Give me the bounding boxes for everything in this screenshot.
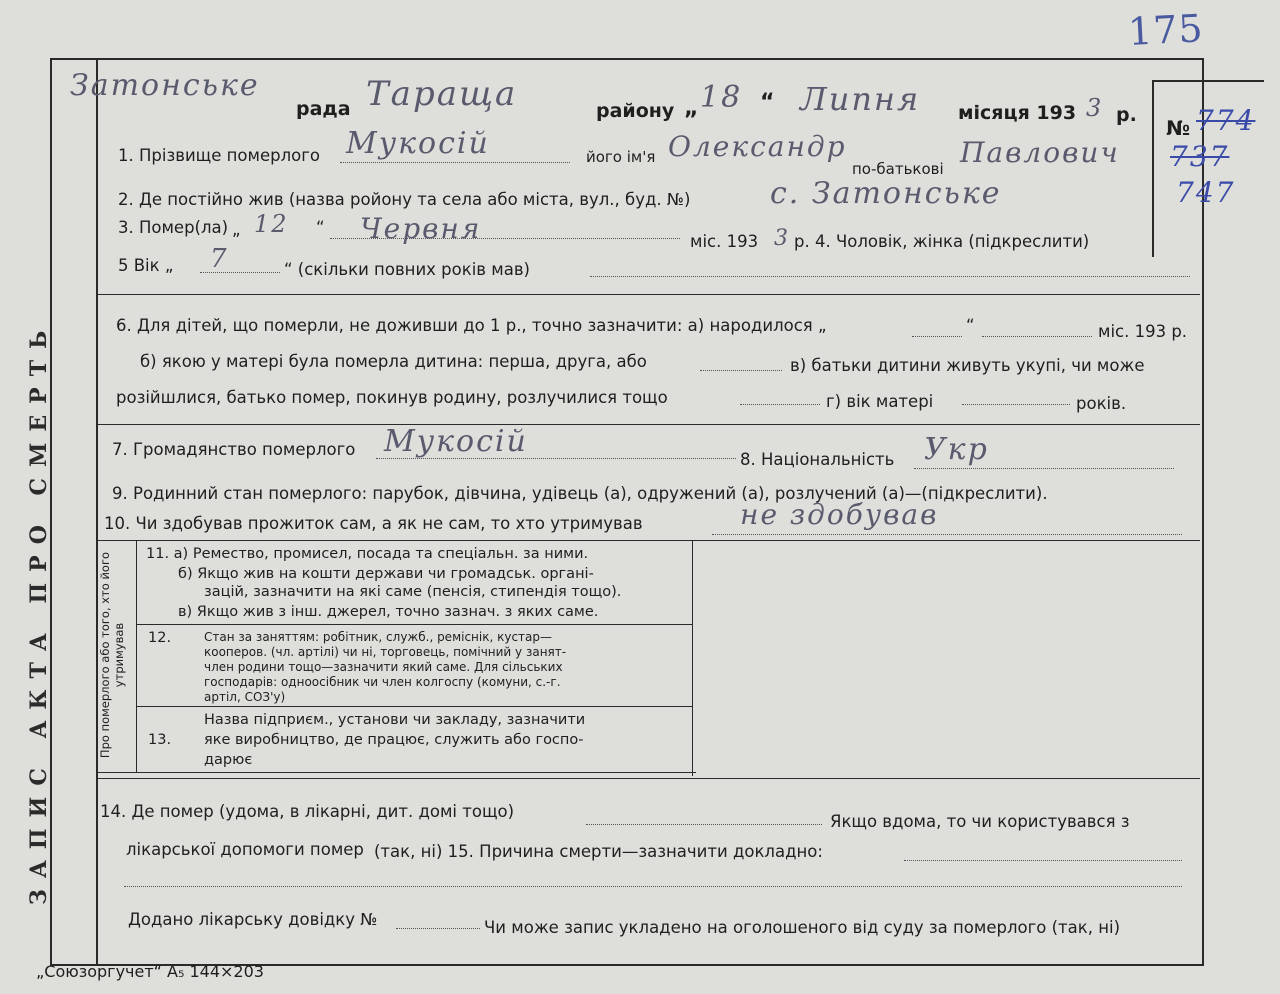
raion-label: району — [596, 100, 675, 122]
label-medical-help: лікарської допомоги помер — [126, 840, 364, 859]
death-year-handwriting: 3 — [774, 226, 790, 251]
patronymic-handwriting: Павлович — [960, 136, 1120, 169]
surname-field-line — [340, 162, 570, 163]
label-place-of-death: 14. Де помер (удома, в лікарні, дит. домі тощо) — [100, 802, 515, 821]
label-cause-of-death: (так, ні) 15. Причина смерти—зазначити докладно: — [374, 842, 823, 861]
livelihood-line — [712, 534, 1182, 535]
occupation-box-row-2 — [136, 706, 692, 707]
form-side-title: ЗАПИС АКТА ПРО СМЕРТЬ — [26, 319, 52, 905]
record-number-crossed: 774 — [1196, 104, 1256, 137]
year-handwriting: 3 — [1086, 94, 1104, 122]
archive-page-number: 175 — [1126, 6, 1205, 54]
label-parents-together: в) батьки дитини живуть укупі, чи може — [790, 356, 1145, 375]
nationality-line — [914, 468, 1174, 469]
record-number-alt2: 747 — [1176, 176, 1236, 209]
label-children-born: 6. Для дітей, що померли, не доживши до 1 р., точно зазначити: а) народилося „ — [116, 316, 827, 335]
month-handwriting: Липня — [800, 80, 921, 118]
label-died: 3. Помер(ла) — [118, 218, 229, 237]
printer-footer: „Союзоргучет“ А₅ 144×203 — [36, 962, 264, 981]
label-age-note: “ (скільки повних років мав) — [284, 260, 530, 279]
occupation-box-left — [136, 540, 137, 772]
label-residence: 2. Де постійно жив (назва ройону та села або міста, вул., буд. №) — [118, 190, 691, 209]
label-11c: в) Якщо жив з інш. джерел, точно зазнач. з яких саме. — [178, 604, 599, 620]
death-day-handwriting: 12 — [254, 210, 289, 238]
label-if-home: Якщо вдома, то чи користувався з — [830, 812, 1130, 831]
label-death-month: міс. 193 — [690, 232, 759, 251]
occupation-box-row-1 — [136, 624, 692, 625]
residence-handwriting: с. Затонське — [770, 176, 1002, 211]
livelihood-handwriting: не здобував — [740, 498, 939, 531]
born-day-line — [912, 336, 962, 337]
citizenship-handwriting: Мукосій — [384, 424, 528, 459]
label-11b-1: б) Якщо жив на кошти держави чи громадськ. органі- — [178, 566, 594, 582]
born-quote-close: “ — [966, 316, 975, 335]
place-of-death-line — [586, 824, 822, 825]
label-12-line-1: Стан за заняттям: робітник, служб., реміснік, кустар— — [204, 630, 553, 644]
label-sex: р. 4. Чоловік, жінка (підкреслити) — [794, 232, 1090, 251]
born-month-year: міс. 193 р. — [1098, 322, 1188, 341]
mother-age-line — [962, 404, 1070, 405]
rada-label: рада — [296, 98, 351, 120]
label-12-line-3: член родини тощо—зазначити який саме. Для сільських — [204, 660, 563, 674]
occupation-box-bottom — [96, 772, 696, 773]
section-divider-4 — [96, 778, 1200, 779]
occupation-side-label: Про померлого або того, хто його утримував — [98, 551, 126, 759]
section-divider-1 — [96, 294, 1200, 295]
side-divider — [96, 58, 98, 964]
label-11a: 11. а) Ремество, промисел, посада та спеціальн. за ними. — [146, 546, 589, 562]
label-marital-status: 9. Родинний стан померлого: парубок, дівчина, удівець (а), одружений (а), розлучений (а)—(підкреслити). — [112, 484, 1048, 503]
day-quote-close: “ — [760, 90, 775, 115]
label-nationality: 8. Національність — [740, 450, 895, 469]
label-12-num: 12. — [148, 630, 172, 646]
label-court-record: Чи може запис укладено на оголошеного від суду за померлого (так, ні) — [484, 918, 1121, 937]
label-parents-status: розійшлися, батько помер, покинув родину, розлучилися тощо — [116, 388, 668, 407]
label-surname: 1. Прізвище померлого — [118, 146, 320, 165]
child-order-line — [700, 370, 782, 371]
died-quote-close: “ — [316, 218, 325, 237]
label-12-line-2: кооперов. (чл. артілі) чи ні, торговець, помічний у занят- — [204, 645, 567, 659]
age-rest-line — [590, 276, 1190, 277]
label-13-num: 13. — [148, 732, 172, 748]
label-child-order: б) якою у матері була померла дитина: перша, друга, або — [140, 352, 647, 371]
age-handwriting: 7 — [210, 244, 229, 274]
section-divider-3 — [96, 540, 1200, 541]
village-handwriting: Затонське — [70, 68, 260, 103]
record-number-label: № — [1166, 116, 1191, 140]
label-years: років. — [1076, 394, 1127, 413]
year-suffix: р. — [1116, 104, 1137, 126]
first-name-handwriting: Олександр — [668, 130, 847, 163]
raion-handwriting: Тараща — [366, 74, 518, 114]
label-13-line-3: дарює — [204, 752, 253, 768]
label-citizenship: 7. Громадянство померлого — [112, 440, 356, 459]
label-first-name: його ім'я — [586, 148, 656, 166]
label-patronymic: по-батькові — [852, 160, 944, 178]
died-quote-open: „ — [232, 220, 241, 239]
surname-handwriting: Мукосій — [346, 126, 490, 161]
label-13-line-1: Назва підприєм., установи чи закладу, зазначити — [204, 712, 586, 728]
month-label: місяця 193 — [958, 102, 1077, 124]
day-handwriting: 18 — [700, 80, 743, 115]
cause-line-1 — [904, 860, 1182, 861]
label-13-line-2: яке виробництво, де працює, служить або госпо- — [204, 732, 584, 748]
occupation-box-right — [692, 540, 693, 776]
parents-status-line — [740, 404, 820, 405]
label-livelihood: 10. Чи здобував прожиток сам, а як не сам, то хто утримував — [104, 514, 643, 533]
label-age: 5 Вік „ — [118, 256, 174, 275]
label-medical-certificate: Додано лікарську довідку № — [128, 910, 378, 929]
label-12-line-4: господарів: одноосібник чи член колгоспу (комуни, с.-г. — [204, 675, 561, 689]
certificate-number-line — [396, 928, 480, 929]
nationality-handwriting: Укр — [924, 432, 989, 467]
label-11b-2: зацій, зазначити на які саме (пенсія, стипендія тощо). — [204, 584, 622, 600]
cause-line-2 — [124, 886, 1182, 887]
section-divider-2 — [96, 424, 1200, 425]
record-number-alt1: 737 — [1170, 140, 1230, 173]
born-month-line — [982, 336, 1092, 337]
label-12-line-5: артіл, СОЗ'у) — [204, 690, 286, 704]
death-month-handwriting: Червня — [360, 212, 482, 245]
label-mother-age: г) вік матері — [826, 392, 934, 411]
day-quote-open: „ — [684, 96, 699, 121]
